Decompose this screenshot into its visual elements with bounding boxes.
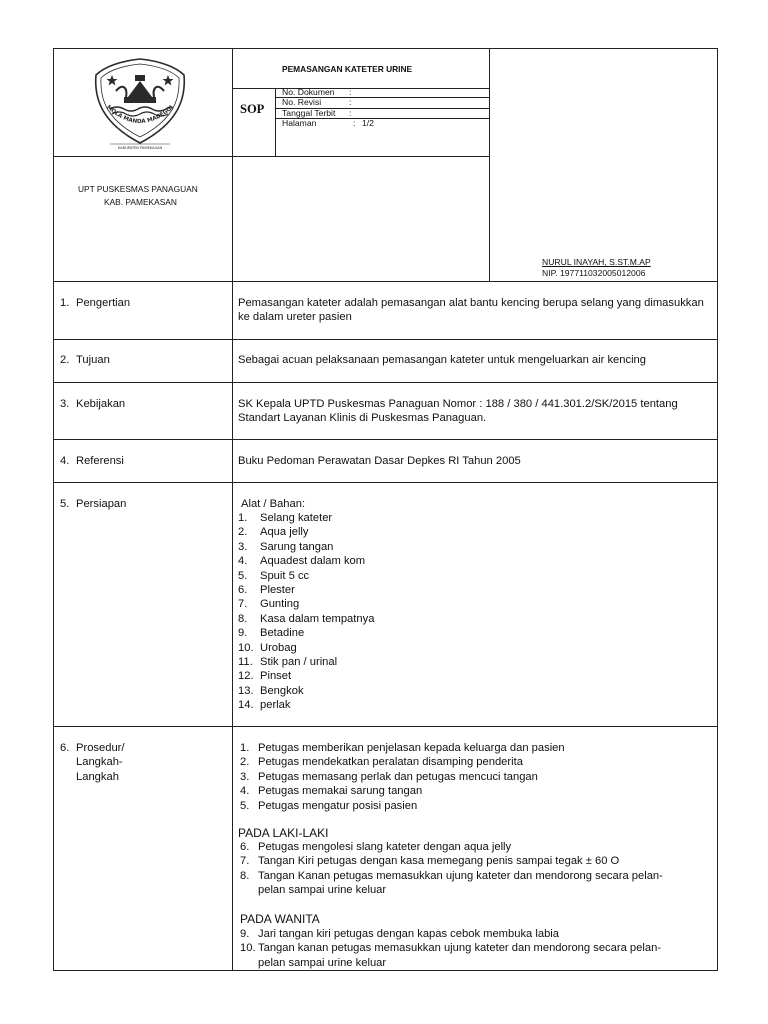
table-border-right [717, 48, 718, 971]
row-number: 2. [60, 354, 70, 366]
seal-ring-text: MOLA MANDA MADEGGI [105, 104, 175, 126]
doc-field-sep: : [349, 87, 352, 97]
list-item-text: Sarung tangan [260, 540, 334, 553]
list-item [238, 612, 708, 626]
row-rule-3 [53, 382, 718, 383]
row-label-prosedur: Prosedur/ [76, 742, 125, 754]
row-label-referensi: Referensi [76, 455, 124, 467]
list-item-text: perlak [260, 699, 291, 712]
prosedur-general-steps [240, 741, 710, 813]
row-label-pengertian: Pengertian [76, 297, 131, 309]
doc-field-value: 1/2 [362, 118, 374, 128]
list-item-text: Betadine [260, 627, 305, 640]
row-number: 3. [60, 398, 70, 410]
list-item [240, 941, 710, 955]
list-item-number: 8. [238, 612, 248, 625]
row-label-kebijakan: Kebijakan [76, 398, 126, 410]
list-item [240, 927, 710, 941]
seal-emblem-icon [80, 53, 200, 151]
list-item-text: Tangan kanan petugas memasukkan ujung kateter dan mendorong secara pelan- [258, 942, 662, 955]
list-item-text: Plester [260, 583, 295, 596]
list-item [238, 698, 708, 712]
list-item-text: Tangan Kiri petugas dengan kasa memegang penis sampai tegak ± 60 O [258, 855, 620, 868]
doc-field-sep: : [349, 108, 352, 118]
list-item-number: 10. [240, 942, 256, 955]
list-item-number: 2. [238, 526, 248, 539]
list-item [238, 597, 708, 611]
document-title: PEMASANGAN KATETER URINE [282, 64, 413, 74]
row-number: 4. [60, 455, 70, 467]
list-item [238, 525, 708, 539]
list-item-text: Petugas memakai sarung tangan [258, 785, 423, 798]
list-item-number: 9. [238, 627, 248, 640]
list-item-number: 7. [240, 855, 250, 868]
list-item-text: Pinset [260, 670, 292, 683]
list-item [238, 655, 708, 669]
referensi-text: Buku Pedoman Perawatan Dasar Depkes RI Tahun 2005 [238, 455, 521, 467]
row-number: 1. [60, 297, 70, 309]
list-item [238, 569, 708, 583]
list-item [240, 854, 710, 868]
list-item-number: 8. [240, 869, 250, 882]
list-item [240, 755, 710, 769]
row-rule-4 [53, 439, 718, 440]
list-item-number: 7. [238, 598, 248, 611]
list-item [238, 554, 708, 568]
sop-divider [275, 88, 276, 156]
list-item-number: 3. [238, 540, 248, 553]
list-item [240, 956, 710, 970]
list-item-text: pelan sampai urine keluar [258, 884, 387, 897]
row-label-prosedur-3: Langkah [76, 771, 119, 783]
list-item-text: Spuit 5 cc [260, 569, 310, 582]
list-item-number: 4. [240, 785, 250, 798]
prosedur-male-steps [240, 840, 710, 898]
list-item [240, 869, 710, 883]
header-mid-rule [53, 156, 489, 157]
list-item [240, 799, 710, 813]
pengertian-text-line1: Pemasangan kateter adalah pemasangan alat bantu kencing berupa selang yang dimasukkan [238, 297, 704, 309]
list-item-text: Petugas mendekatkan peralatan disamping penderita [258, 756, 523, 769]
list-item [240, 883, 710, 897]
list-item-number: 6. [240, 841, 250, 853]
title-underline [232, 88, 489, 89]
row-label-persiapan: Persiapan [76, 498, 127, 510]
list-item [238, 626, 708, 640]
list-item-number: 1. [240, 742, 250, 754]
kebijakan-text-line1: SK Kepala UPTD Puskesmas Panaguan Nomor : 188 / 380 / 441.301.2/SK/2015 tentang [238, 398, 678, 410]
list-item-text: Petugas mengatur posisi pasien [258, 799, 418, 812]
row-rule-1 [53, 281, 718, 282]
tujuan-text: Sebagai acuan pelaksanaan pemasangan kateter untuk mengeluarkan air kencing [238, 354, 647, 366]
doc-field-label: Tanggal Terbit [282, 108, 336, 118]
row-label-prosedur-2: Langkah- [76, 756, 123, 768]
list-item-text: Stik pan / urinal [260, 655, 338, 668]
list-item [238, 583, 708, 597]
table-border-left [53, 48, 54, 971]
list-item-text: Kasa dalam tempatnya [260, 612, 375, 625]
row-rule-5 [53, 482, 718, 483]
sop-label: SOP [240, 102, 265, 116]
list-item-text: Petugas mengolesi slang kateter dengan aqua jelly [258, 841, 512, 853]
list-item-number: 12. [238, 670, 254, 683]
list-item-text: pelan sampai urine keluar [258, 956, 387, 969]
row-number: 6. [60, 742, 70, 754]
list-item-text: Jari tangan kiri petugas dengan kapas cebok membuka labia [258, 928, 560, 940]
row-rule-6 [53, 726, 718, 727]
row-number: 5. [60, 498, 70, 510]
pengertian-text-line2: ke dalam ureter pasien [238, 311, 352, 323]
list-item-number: 2. [240, 756, 250, 769]
list-item [240, 770, 710, 784]
doc-field-label: Halaman [282, 118, 317, 128]
list-item [238, 511, 708, 525]
list-item-text: Selang kateter [260, 512, 333, 524]
list-item [240, 741, 710, 755]
kebijakan-text-line2: Standart Layanan Klinis di Puskesmas Panaguan. [238, 412, 487, 424]
list-item-number: 5. [240, 799, 250, 812]
female-heading: PADA WANITA [240, 912, 320, 926]
list-item-number: 10. [238, 641, 254, 654]
list-item-number: 6. [238, 583, 248, 596]
list-item [240, 840, 710, 854]
list-item [240, 784, 710, 798]
list-item-number: 14. [238, 699, 254, 712]
list-item [238, 540, 708, 554]
pamekasan-logo [80, 53, 200, 151]
list-item-number: 4. [238, 555, 248, 568]
header-divider-col1 [232, 48, 233, 970]
signer-nip: NIP. 197711032005012006 [542, 268, 646, 278]
list-item [238, 684, 708, 698]
list-item [238, 669, 708, 683]
male-heading: PADA LAKI-LAKI [238, 826, 329, 840]
list-item [238, 641, 708, 655]
list-item-text: Petugas memasang perlak dan petugas mencuci tangan [258, 770, 538, 783]
list-item-number: 5. [238, 569, 248, 582]
signer-name: NURUL INAYAH, S.ST.M.AP [542, 257, 651, 267]
list-item-number: 11. [238, 655, 253, 668]
list-item-text: Urobag [260, 641, 297, 654]
prosedur-female-steps [240, 927, 710, 970]
list-item-number: 3. [240, 770, 250, 783]
list-item-text: Tangan Kanan petugas memasukkan ujung kateter dan mendorong secara pelan- [258, 869, 663, 882]
doc-field-label: No. Dokumen [282, 87, 335, 97]
doc-field-label: No. Revisi [282, 97, 322, 107]
doc-field-sep: : [349, 97, 352, 107]
list-item-text: Bengkok [260, 684, 304, 697]
list-item-text: Aquadest dalam kom [260, 555, 366, 568]
list-item-number: 9. [240, 928, 250, 940]
header-divider-col3 [489, 48, 490, 281]
list-item-number: 13. [238, 684, 254, 697]
list-item-text: Petugas memberikan penjelasan kepada keluarga dan pasien [258, 742, 565, 754]
persiapan-list [238, 511, 708, 712]
seal-sub-text: KABUPATEN PAMEKASAN [117, 146, 163, 150]
row-label-tujuan: Tujuan [76, 354, 110, 366]
list-item-number: 1. [238, 512, 248, 524]
doc-field-sep: : [353, 118, 356, 128]
persiapan-heading: Alat / Bahan: [241, 498, 306, 510]
table-border-top [53, 48, 718, 49]
row-rule-2 [53, 339, 718, 340]
org-regency: KAB. PAMEKASAN [104, 197, 177, 207]
list-item-text: Aqua jelly [260, 526, 309, 539]
org-name: UPT PUSKESMAS PANAGUAN [78, 184, 198, 194]
list-item-text: Gunting [260, 598, 300, 611]
